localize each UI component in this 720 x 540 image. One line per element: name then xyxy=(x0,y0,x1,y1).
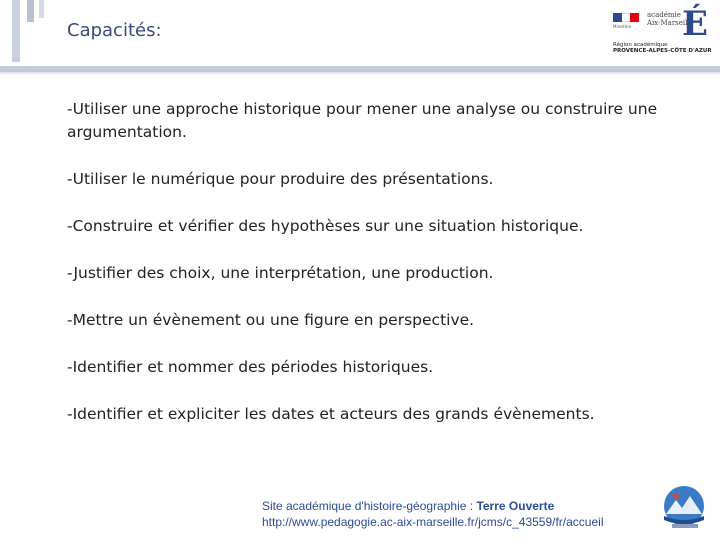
academy-e-letter: É xyxy=(682,4,708,44)
list-item: -Construire et vérifier des hypothèses sur une situation historique. xyxy=(67,217,584,235)
list-item: -Mettre un évènement ou une figure en perspective. xyxy=(67,311,475,329)
terre-ouverte-logo-icon xyxy=(652,484,712,532)
footer-site-line: Site académique d'histoire-géographie : Terre Ouverte xyxy=(262,499,555,513)
footer-url-link[interactable]: http://www.pedagogie.ac-aix-marseille.fr/jcms/c_43559/fr/accueil xyxy=(262,515,604,529)
region-text: Région académique PROVENCE-ALPES-CÔTE D'AZUR xyxy=(613,42,712,54)
list-item: -Utiliser une approche historique pour mener une analyse ou construire une argumentation. xyxy=(67,100,658,141)
header-divider-shadow xyxy=(0,72,720,74)
decorative-bar xyxy=(27,0,34,22)
decorative-bar xyxy=(12,0,20,62)
ministry-text: Ministère xyxy=(613,24,632,29)
academy-logo xyxy=(613,6,713,54)
french-flag-icon xyxy=(613,13,639,22)
list-item: -Utiliser le numérique pour produire des présentations. xyxy=(67,170,494,188)
decorative-bar xyxy=(39,0,44,18)
footer-credits xyxy=(262,498,603,530)
site-name-link[interactable]: Terre Ouverte xyxy=(476,499,555,513)
list-item: -Identifier et expliciter les dates et acteurs des grands évènements. xyxy=(67,405,595,423)
list-item: -Justifier des choix, une interprétation, une production. xyxy=(67,264,494,282)
list-item: -Identifier et nommer des périodes historiques. xyxy=(67,358,434,376)
slide-title: Capacités: xyxy=(67,20,162,41)
capacities-list xyxy=(67,98,687,450)
academy-name: académie Aix-Marseille xyxy=(647,11,694,27)
